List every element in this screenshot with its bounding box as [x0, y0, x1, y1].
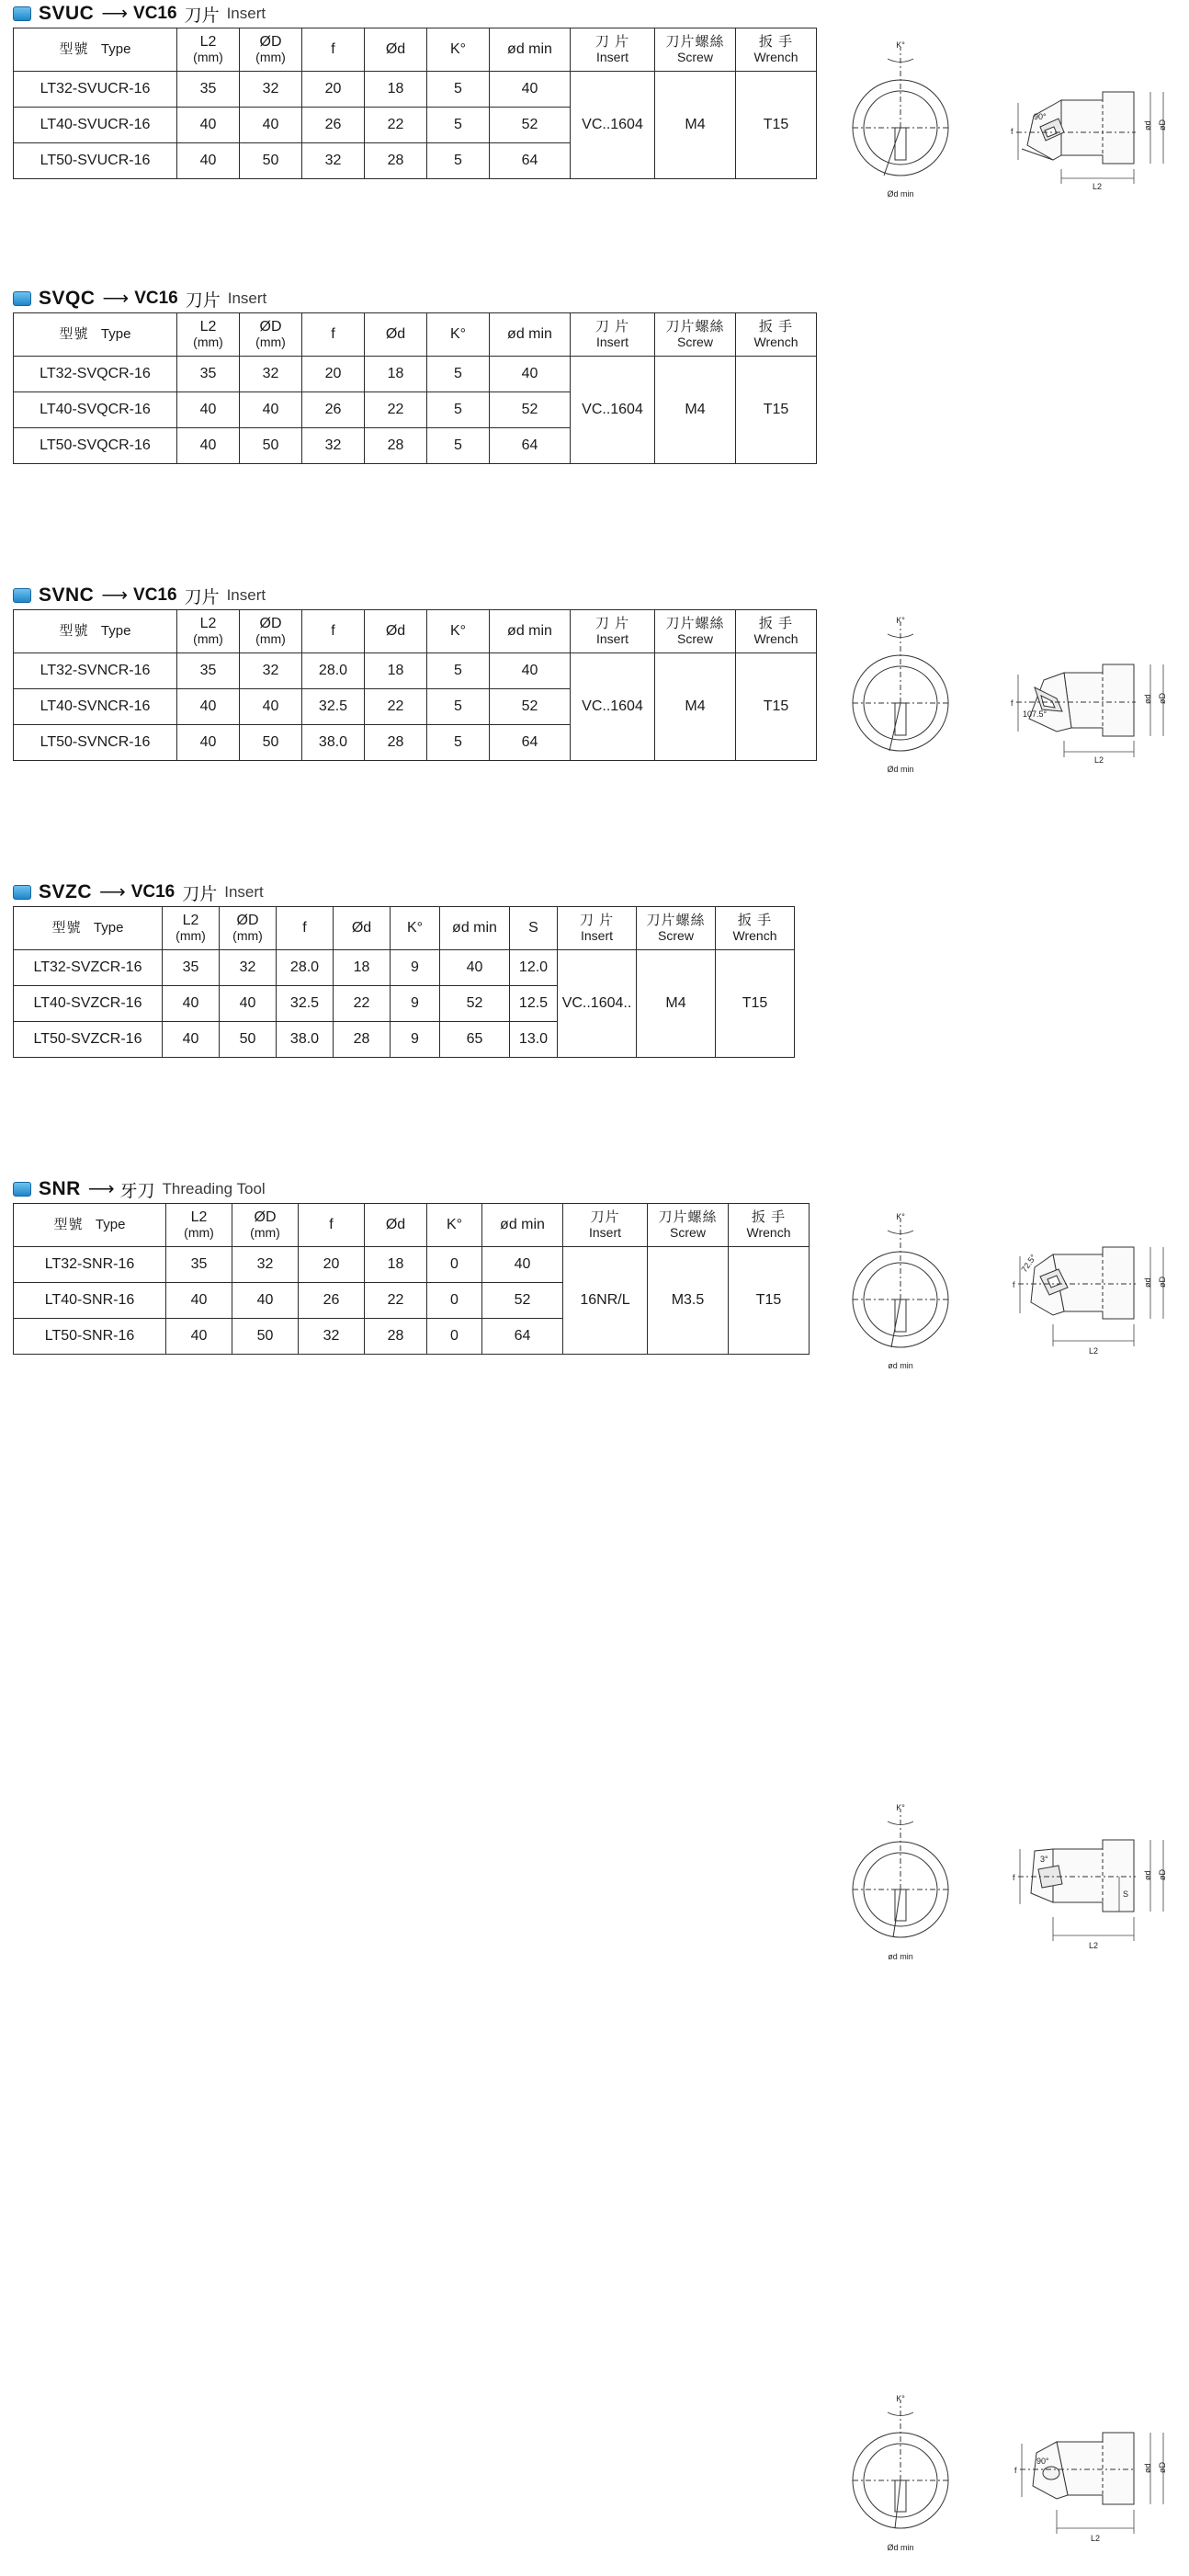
label-k: K°: [896, 2394, 905, 2403]
cell-odmin: 65: [440, 1022, 510, 1058]
col-l2: L2 (mm): [163, 907, 220, 950]
cell-k: 0: [427, 1247, 482, 1283]
cell-od-small: 28: [365, 1319, 427, 1355]
col-type: 型號 Type: [14, 313, 177, 357]
cell-f: 32.5: [277, 986, 334, 1022]
cell-s: 12.5: [510, 986, 558, 1022]
section-title-cn: 刀片: [185, 290, 221, 311]
cell-f: 28.0: [302, 653, 365, 689]
section-title-cn: 刀片: [184, 6, 220, 26]
label-od-D: øD: [1158, 119, 1167, 131]
label-angle: 90°: [1036, 2457, 1049, 2466]
cell-l2: 35: [177, 653, 240, 689]
col-od: ØD (mm): [232, 1204, 299, 1247]
col-type: [14, 28, 177, 72]
label-f: f: [1011, 127, 1013, 136]
cell-type: LT32-SVNCR-16: [14, 653, 177, 689]
col-l2: L2 (mm): [177, 28, 240, 72]
arrow-icon: ⟶: [102, 289, 128, 309]
col-f: f: [302, 28, 365, 72]
cell-od-small: 18: [334, 950, 391, 986]
cell-insert: 16NR/L: [563, 1247, 648, 1355]
cell-l2: 40: [177, 689, 240, 725]
cell-screw: M4: [655, 653, 736, 761]
cell-f: 32: [299, 1319, 365, 1355]
section-header-svzc: [0, 879, 1189, 906]
cell-k: 5: [427, 689, 490, 725]
cell-od-small: 22: [365, 108, 427, 143]
cell-f: 32: [302, 428, 365, 464]
cell-od: 50: [240, 428, 302, 464]
cell-k: 5: [427, 653, 490, 689]
col-od-small: Ød: [365, 610, 427, 653]
table-header-row: [14, 28, 817, 72]
cell-od-small: 22: [365, 1283, 427, 1319]
cell-odmin: 52: [490, 689, 571, 725]
col-wrench: 扳 手 Wrench: [716, 907, 795, 950]
col-odmin: ød min: [490, 28, 571, 72]
section-insert-code: VC16: [130, 882, 176, 902]
col-l2: L2 (mm): [166, 1204, 232, 1247]
label-s: S: [1123, 1889, 1129, 1899]
label-l2: L2: [1092, 182, 1103, 191]
section-insert-code: VC16: [133, 4, 177, 23]
col-od: ØD (mm): [240, 313, 302, 357]
col-type: 型號 Type: [14, 1204, 166, 1247]
cell-l2: 35: [177, 357, 240, 392]
label-odmin: ød min: [888, 1361, 913, 1370]
cell-k: 5: [427, 428, 490, 464]
cell-odmin: 52: [490, 392, 571, 428]
col-od-small: Ød: [365, 1204, 427, 1247]
cell-od-small: 18: [365, 653, 427, 689]
cell-type: LT32-SVUCR-16: [14, 72, 177, 108]
section-header-svqc: [0, 285, 1189, 312]
cell-f: 20: [302, 357, 365, 392]
cell-l2: 40: [177, 392, 240, 428]
cell-l2: 40: [163, 986, 220, 1022]
col-wrench: 扳 手 Wrench: [736, 610, 817, 653]
arrow-icon: ⟶: [87, 1179, 113, 1199]
table-row: [14, 1247, 810, 1283]
section-code: SVQC: [39, 288, 96, 309]
cell-k: 5: [427, 725, 490, 761]
col-type: 型號 Type: [14, 907, 163, 950]
table-header-row: [14, 610, 817, 653]
col-type-cn: 型號: [59, 40, 89, 57]
cell-type: LT32-SNR-16: [14, 1247, 166, 1283]
cell-od: 50: [240, 725, 302, 761]
cell-f: 20: [299, 1247, 365, 1283]
section-title-cn: 刀片: [182, 884, 218, 904]
label-f: f: [1014, 2466, 1017, 2475]
bullet-icon: [13, 6, 31, 21]
cell-odmin: 40: [490, 72, 571, 108]
col-insert: 刀 片 Insert: [571, 610, 655, 653]
cell-insert: VC..1604: [571, 72, 655, 179]
label-f: f: [1013, 1280, 1015, 1289]
label-od-d: ød: [1143, 1277, 1152, 1288]
label-od-D: øD: [1158, 2462, 1167, 2473]
label-k: K°: [896, 1212, 905, 1221]
label-odmin: ød min: [888, 1952, 913, 1961]
cell-od-small: 22: [365, 392, 427, 428]
col-od-small: Ød: [334, 907, 391, 950]
arrow-icon: ⟶: [101, 585, 127, 606]
cell-type: LT50-SVZCR-16: [14, 1022, 163, 1058]
table-header-row: [14, 907, 795, 950]
cell-k: 9: [391, 986, 440, 1022]
cell-odmin: 40: [482, 1247, 563, 1283]
col-od: ØD (mm): [220, 907, 277, 950]
col-f: f: [302, 313, 365, 357]
label-odmin: Ød min: [887, 189, 914, 199]
cell-l2: 40: [177, 428, 240, 464]
label-k: K°: [896, 1803, 905, 1812]
section-title-en: Insert: [226, 5, 266, 22]
label-angle: 107.5°: [1023, 709, 1047, 719]
cell-odmin: 52: [490, 108, 571, 143]
cell-l2: 40: [166, 1283, 232, 1319]
col-screw: 刀片螺絲 Screw: [637, 907, 716, 950]
cell-l2: 35: [166, 1247, 232, 1283]
table-header-row: [14, 1204, 810, 1247]
cell-wrench: T15: [736, 72, 817, 179]
arrow-icon: ⟶: [99, 882, 124, 902]
cell-k: 5: [427, 392, 490, 428]
col-f: f: [302, 610, 365, 653]
section-header-svuc: [0, 0, 1189, 28]
col-wrench: 扳 手 Wrench: [736, 28, 817, 72]
table-header-row: [14, 313, 817, 357]
cell-od: 40: [240, 689, 302, 725]
label-angle: 3°: [1040, 1855, 1048, 1864]
col-insert: 刀 片 Insert: [571, 313, 655, 357]
section-code: SVNC: [39, 584, 95, 606]
spec-table-snr: [13, 1203, 810, 1355]
tool-drawing: [827, 1798, 1189, 1981]
cell-odmin: 64: [490, 143, 571, 179]
section-header-svnc: [0, 582, 1189, 609]
section-code: SVZC: [39, 881, 93, 902]
cell-od: 32: [240, 72, 302, 108]
label-angle: 90°: [1034, 112, 1047, 121]
cell-k: 0: [427, 1283, 482, 1319]
label-od-D: øD: [1158, 1277, 1167, 1288]
cell-l2: 40: [163, 1022, 220, 1058]
cell-type: LT50-SNR-16: [14, 1319, 166, 1355]
label-l2: L2: [1088, 1941, 1099, 1950]
col-type: 型號 Type: [14, 610, 177, 653]
label-odmin: Ød min: [887, 765, 914, 774]
cell-odmin: 52: [440, 986, 510, 1022]
label-od-D: øD: [1158, 1869, 1167, 1880]
cell-type: LT40-SVQCR-16: [14, 392, 177, 428]
col-f: f: [277, 907, 334, 950]
cell-type: LT50-SVNCR-16: [14, 725, 177, 761]
spec-table-svuc: [13, 28, 817, 179]
col-od-small: Ød: [365, 313, 427, 357]
col-insert: 刀片 Insert: [563, 1204, 648, 1247]
label-od-D: øD: [1158, 693, 1167, 704]
cell-type: LT32-SVQCR-16: [14, 357, 177, 392]
diagram-snr: [827, 2392, 1189, 2576]
cell-k: 5: [427, 143, 490, 179]
spec-table-svnc: [13, 609, 817, 761]
label-k: K°: [896, 40, 905, 50]
label-l2: L2: [1088, 1346, 1099, 1356]
cell-type: LT40-SVNCR-16: [14, 689, 177, 725]
cell-od: 50: [240, 143, 302, 179]
cell-wrench: T15: [736, 653, 817, 761]
section-title-en: Threading Tool: [162, 1180, 266, 1197]
cell-odmin: 64: [482, 1319, 563, 1355]
cell-l2: 40: [166, 1319, 232, 1355]
spec-table-svqc: [13, 312, 817, 464]
cell-s: 12.0: [510, 950, 558, 986]
col-l2: L2 (mm): [177, 610, 240, 653]
label-l2: L2: [1090, 2534, 1101, 2543]
cell-od-small: 28: [365, 725, 427, 761]
table-row: [14, 653, 817, 689]
col-screw: 刀片螺絲 Screw: [655, 313, 736, 357]
col-odmin: ød min: [490, 610, 571, 653]
cell-f: 26: [302, 392, 365, 428]
cell-od: 40: [220, 986, 277, 1022]
cell-k: 9: [391, 1022, 440, 1058]
cell-type: LT40-SNR-16: [14, 1283, 166, 1319]
cell-f: 38.0: [277, 1022, 334, 1058]
cell-od-small: 22: [334, 986, 391, 1022]
col-wrench: 扳 手 Wrench: [736, 313, 817, 357]
cell-k: 5: [427, 108, 490, 143]
cell-od-small: 28: [365, 143, 427, 179]
cell-k: 9: [391, 950, 440, 986]
cell-wrench: T15: [716, 950, 795, 1058]
col-k: K°: [391, 907, 440, 950]
cell-s: 13.0: [510, 1022, 558, 1058]
section-code: SNR: [39, 1178, 81, 1199]
cell-od-small: 22: [365, 689, 427, 725]
cell-od-small: 18: [365, 357, 427, 392]
col-k: K°: [427, 610, 490, 653]
arrow-icon: ⟶: [101, 4, 127, 24]
label-f: f: [1011, 698, 1013, 708]
label-k: K°: [896, 616, 905, 625]
cell-l2: 35: [163, 950, 220, 986]
cell-screw: M4: [637, 950, 716, 1058]
section-title-en: Insert: [226, 586, 266, 604]
cell-l2: 40: [177, 143, 240, 179]
diagram-svuc: [827, 31, 1189, 215]
cell-wrench: T15: [729, 1247, 810, 1355]
cell-odmin: 64: [490, 428, 571, 464]
cell-wrench: T15: [736, 357, 817, 464]
cell-od: 32: [220, 950, 277, 986]
label-angle: 72.5°: [1019, 1253, 1038, 1275]
cell-od-small: 18: [365, 1247, 427, 1283]
section-title-en: Insert: [224, 883, 264, 901]
label-od-d: ød: [1143, 694, 1152, 704]
cell-odmin: 64: [490, 725, 571, 761]
col-screw: 刀片螺絲 Screw: [655, 610, 736, 653]
col-od: ØD (mm): [240, 610, 302, 653]
cell-odmin: 40: [490, 357, 571, 392]
cell-odmin: 40: [490, 653, 571, 689]
cell-type: LT50-SVQCR-16: [14, 428, 177, 464]
cell-screw: M3.5: [648, 1247, 729, 1355]
cell-od: 32: [232, 1247, 299, 1283]
cell-l2: 35: [177, 72, 240, 108]
cell-k: 5: [427, 357, 490, 392]
tool-drawing: [827, 2392, 1189, 2576]
col-screw: 刀片螺絲 Screw: [648, 1204, 729, 1247]
table-row: [14, 357, 817, 392]
col-k: K°: [427, 313, 490, 357]
cell-od: 32: [240, 357, 302, 392]
cell-type: LT40-SVUCR-16: [14, 108, 177, 143]
col-k: K°: [427, 28, 490, 72]
cell-f: 38.0: [302, 725, 365, 761]
tool-drawing: [827, 31, 1189, 215]
label-l2: L2: [1093, 755, 1104, 765]
col-odmin: ød min: [440, 907, 510, 950]
col-wrench: 扳 手 Wrench: [729, 1204, 810, 1247]
table-row: [14, 950, 795, 986]
col-k: K°: [427, 1204, 482, 1247]
cell-type: LT32-SVZCR-16: [14, 950, 163, 986]
col-insert: 刀 片 Insert: [571, 28, 655, 72]
bullet-icon: [13, 885, 31, 900]
label-od-d: ød: [1143, 2463, 1152, 2473]
cell-f: 32.5: [302, 689, 365, 725]
diagram-svzc: [827, 1798, 1189, 1981]
section-insert-code: VC16: [133, 585, 177, 605]
cell-insert: VC..1604..: [558, 950, 637, 1058]
cell-od: 40: [240, 108, 302, 143]
cell-f: 28.0: [277, 950, 334, 986]
section-header-snr: [0, 1175, 1189, 1203]
col-od-small: Ød: [365, 28, 427, 72]
cell-k: 0: [427, 1319, 482, 1355]
label-f: f: [1013, 1873, 1015, 1882]
col-odmin: ød min: [490, 313, 571, 357]
label-od-d: ød: [1143, 1870, 1152, 1880]
cell-l2: 40: [177, 108, 240, 143]
cell-od: 40: [240, 392, 302, 428]
cell-f: 26: [299, 1283, 365, 1319]
cell-od: 50: [220, 1022, 277, 1058]
cell-screw: M4: [655, 72, 736, 179]
col-odmin: ød min: [482, 1204, 563, 1247]
section-insert-code: VC16: [134, 289, 178, 308]
col-l2: L2 (mm): [177, 313, 240, 357]
cell-type: LT50-SVUCR-16: [14, 143, 177, 179]
cell-od: 50: [232, 1319, 299, 1355]
cell-od-small: 28: [365, 428, 427, 464]
table-row: [14, 72, 817, 108]
cell-f: 32: [302, 143, 365, 179]
section-title-cn: 牙刀: [119, 1181, 155, 1201]
col-f: f: [299, 1204, 365, 1247]
bullet-icon: [13, 588, 31, 603]
col-screw: 刀片螺絲 Screw: [655, 28, 736, 72]
cell-od: 32: [240, 653, 302, 689]
label-od-d: ød: [1143, 120, 1152, 131]
cell-insert: VC..1604: [571, 357, 655, 464]
col-s: S: [510, 907, 558, 950]
bullet-icon: [13, 1182, 31, 1197]
cell-insert: VC..1604: [571, 653, 655, 761]
col-type-en: Type: [100, 40, 131, 57]
spec-table-svzc: [13, 906, 795, 1058]
col-insert: 刀 片 Insert: [558, 907, 637, 950]
section-title-cn: 刀片: [184, 587, 220, 607]
cell-k: 5: [427, 72, 490, 108]
cell-f: 26: [302, 108, 365, 143]
cell-od: 40: [232, 1283, 299, 1319]
section-title-en: Insert: [227, 289, 267, 307]
cell-screw: M4: [655, 357, 736, 464]
section-svuc: [0, 0, 1189, 285]
cell-l2: 40: [177, 725, 240, 761]
cell-type: LT40-SVZCR-16: [14, 986, 163, 1022]
col-od: ØD (mm): [240, 28, 302, 72]
bullet-icon: [13, 291, 31, 306]
cell-odmin: 52: [482, 1283, 563, 1319]
cell-f: 20: [302, 72, 365, 108]
label-odmin: Ød min: [887, 2543, 914, 2552]
section-snr: [0, 1175, 1189, 2552]
cell-od-small: 18: [365, 72, 427, 108]
section-code: SVUC: [39, 3, 95, 24]
cell-odmin: 40: [440, 950, 510, 986]
cell-od-small: 28: [334, 1022, 391, 1058]
